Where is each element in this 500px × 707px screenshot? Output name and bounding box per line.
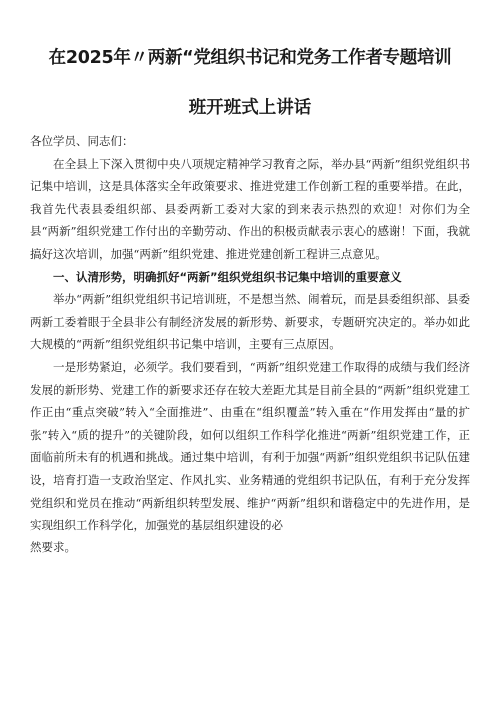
section-heading: 一、认清形势，明确抓好“两新”组织党组织书记集中培训的重要意义 — [53, 269, 402, 284]
salutation: 各位学员、同志们： — [30, 134, 134, 148]
section-paragraph-1: 举办“两新”组织党组织书记培训班，不是想当然、闹着玩，而是县委组织部、县委两新工委着眼于全县非公有制经济发展的新形势、新要求，专题研究决定的。举办如此大规模的“两新”组织党组织书记集中培训，主要有三点原因。 — [30, 292, 470, 352]
intro-paragraph: 在全县上下深入贯彻中央八项规定精神学习教育之际，举办县“两新”组织党组织书记集中培训，这是具体落实全年政策要求、推进党建工作创新工程的重要举措。在此，我首先代表县委组织部、县委两新工委对大家的到来表示热烈的欢迎！对你们为全县“两新”组织党建工作付出的辛勤劳动、作出的积极贡献表示衷心的感谢！下面，我就搞好这次培训，加强“两新”组织党建、推进党建创新工程讲三点意见。 — [30, 156, 470, 261]
section-paragraph-2: 一是形势紧迫，必须学。我们要看到，“两新”组织党建工作取得的成绩与我们经济发展的新形势、党建工作的新要求还存在较大差距尤其是目前全县的“两新”组织党建工作正由“重点突破”转入“全面推进”、由重在“组织覆盖”转入重在“作用发挥由“量的扩张”转入“质的提升”的关键阶段，如何以组织工作科学化推进“两新”组织党建工作，正面临前所未有的机遇和挑战。通过集中培训，有利于加强“两新”组织党组织书记队伍建设，培育打造一支政治坚定、作风扎实、业务精通的党组织书记队伍，有利于充分发挥党组织和党员在推动“两新组织转型发展、维护“两新”组织和谐稳定中的先进作用，是实现组织工作科学化，加强党的基层组织建设的必 — [30, 359, 470, 533]
document-title-line-2: 班开班式上讲话 — [188, 98, 312, 118]
closing-fragment: 然要求。 — [30, 539, 76, 554]
document-title-line-1: 在2025年〃两新“党组织书记和党务工作者专题培训 — [48, 48, 452, 68]
